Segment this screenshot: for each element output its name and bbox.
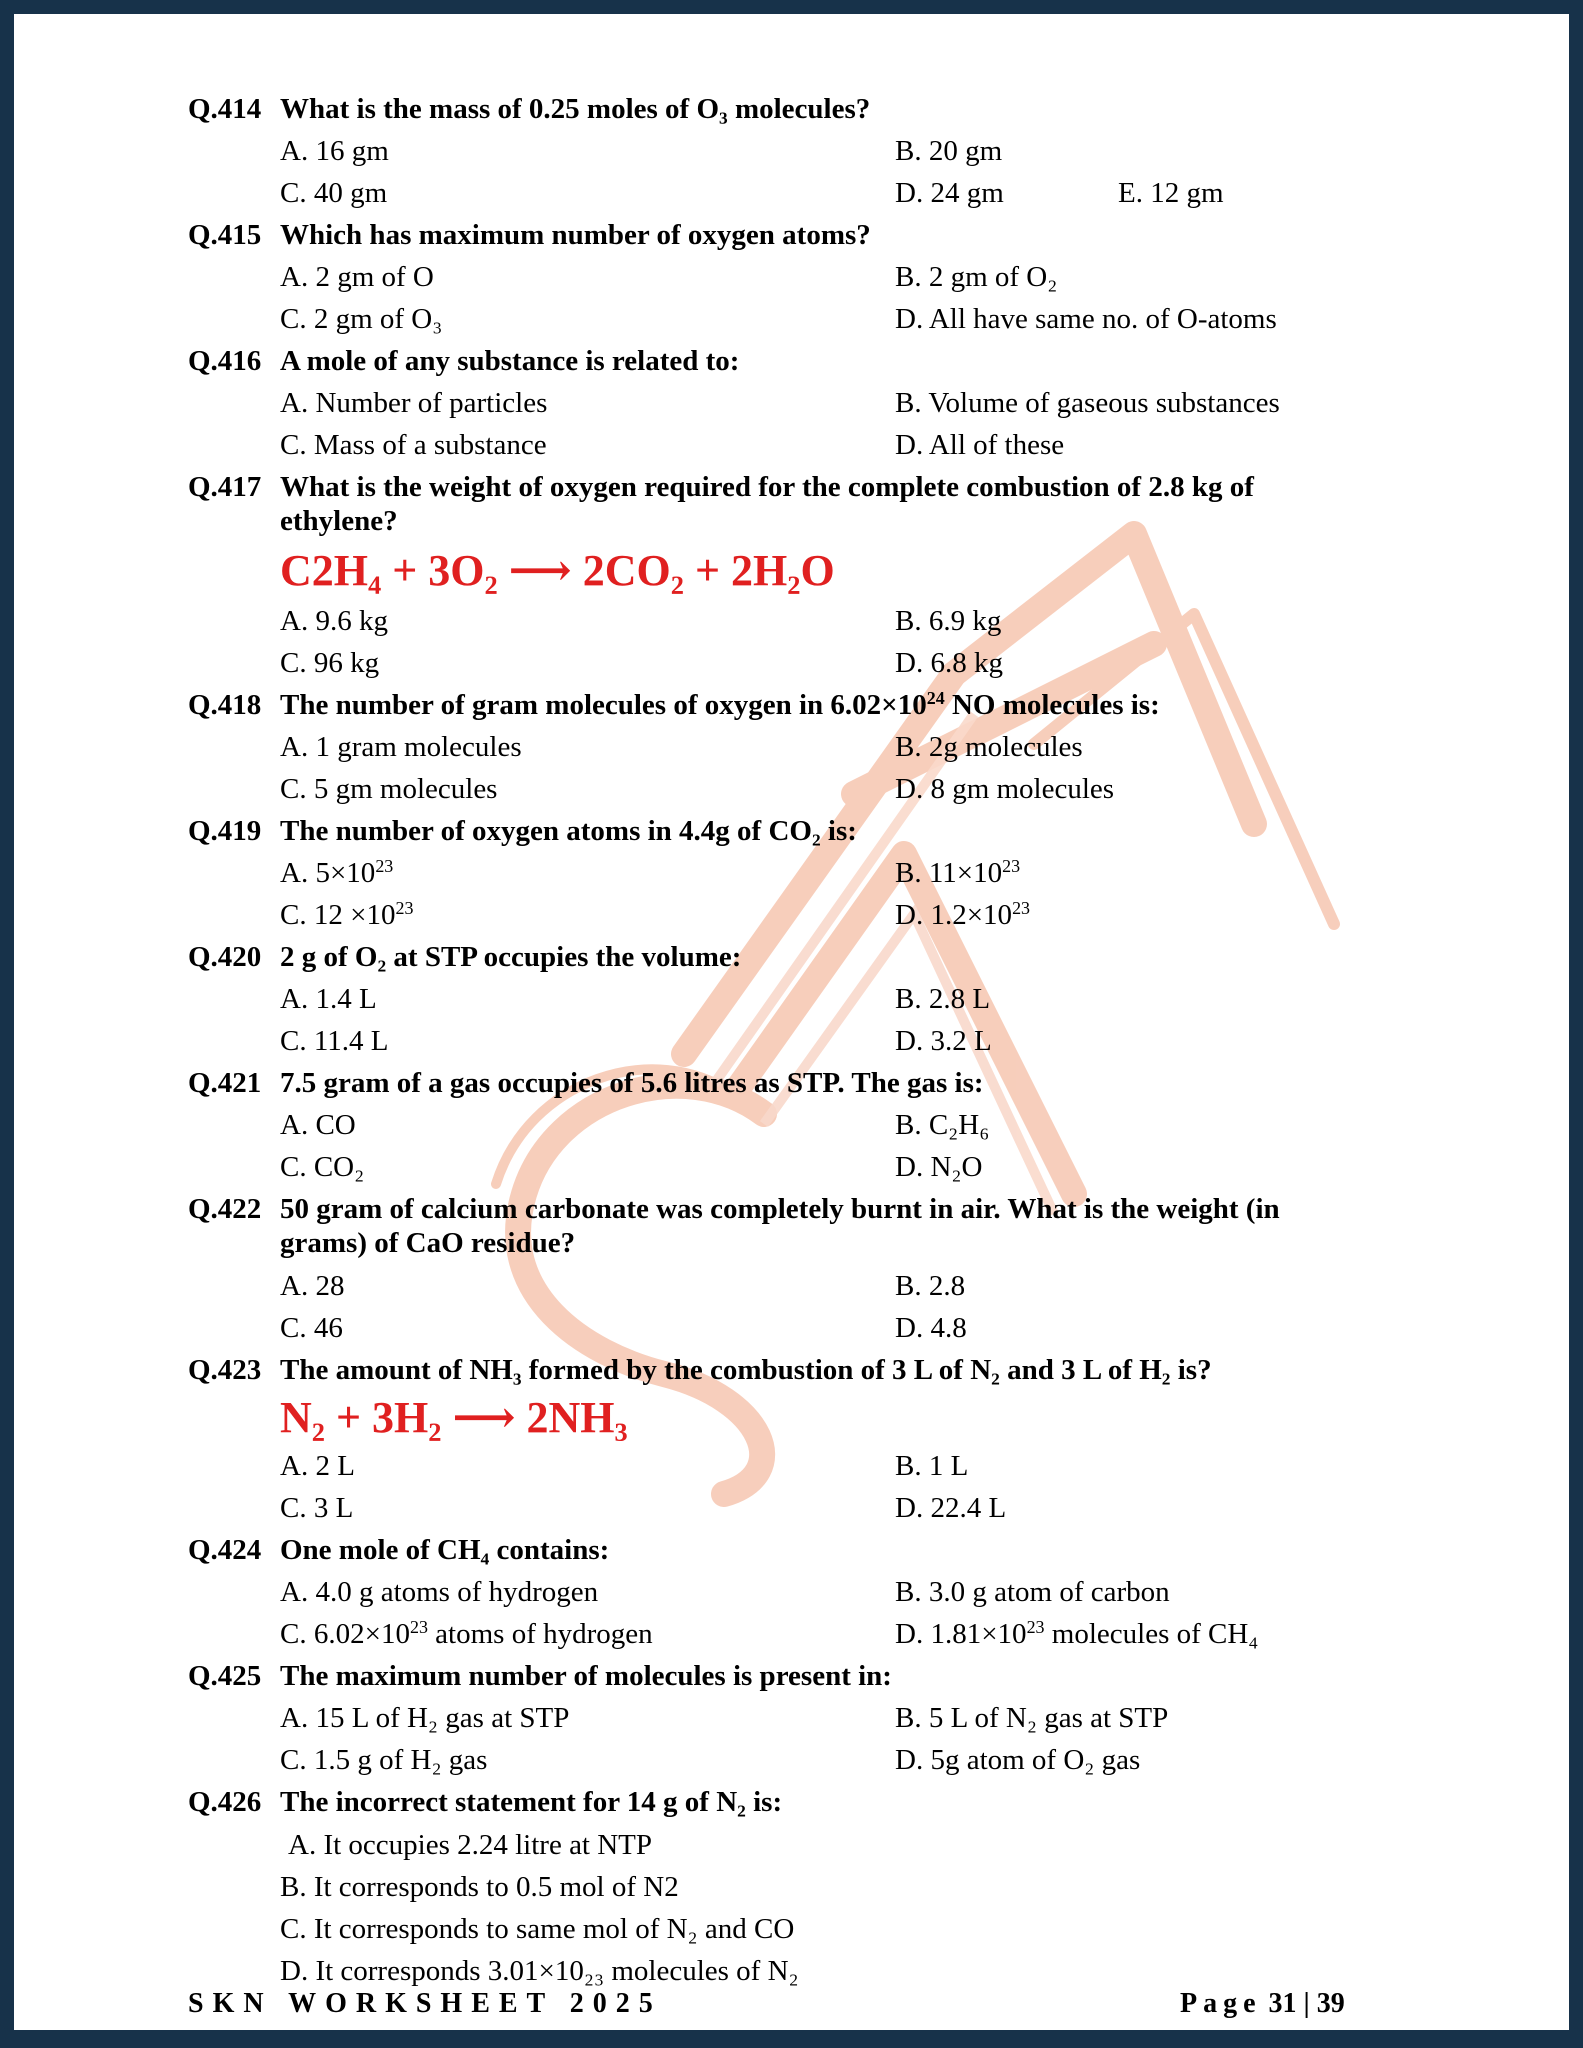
option-d: D. N₂O (895, 1151, 983, 1183)
question-text: A mole of any substance is related to: (280, 345, 740, 377)
option-a: A. 1.4 L (280, 983, 377, 1015)
question-number: Q.416 (188, 345, 262, 377)
option-b: B. 2 gm of O₂ (895, 261, 1058, 293)
option-b: B. Volume of gaseous substances (895, 387, 1280, 419)
option-d: D. It corresponds 3.01×10₂₃ molecules of N₂ (280, 1955, 799, 1987)
question-425 (188, 1655, 892, 1697)
option-a: A. 4.0 g atoms of hydrogen (280, 1576, 599, 1608)
question-text: 7.5 gram of a gas occupies of 5.6 litres as STP. The gas is: (280, 1067, 984, 1099)
chemical-equation: N₂ + 3H₂ ⟶ 2NH₃ (280, 1393, 628, 1442)
option-a: A. 15 L of H₂ gas at STP (280, 1702, 570, 1734)
question-416 (188, 340, 739, 382)
option-c: C. 11.4 L (280, 1025, 389, 1057)
worksheet-page (14, 14, 1569, 2030)
option-c: C. It corresponds to same mol of N₂ and CO (280, 1913, 795, 1945)
question-text: The incorrect statement for 14 g of N₂ is: (280, 1786, 783, 1818)
question-number: Q.421 (188, 1067, 262, 1099)
question-418 (188, 684, 1160, 726)
question-number: Q.418 (188, 689, 262, 721)
option-b: B. $11\times 10^{23}$ (895, 856, 1021, 889)
option-b: B. C₂H₆ (895, 1109, 990, 1141)
option-b: B. 1 L (895, 1450, 969, 1482)
question-number: Q.419 (188, 815, 262, 847)
option-d: D. $1.2\times 10^{23}$ (895, 898, 1031, 931)
option-a: A. It occupies 2.24 litre at NTP (288, 1829, 653, 1861)
option-b: B. 5 L of N₂ gas at STP (895, 1702, 1169, 1734)
option-b: B. 2.8 (895, 1270, 966, 1302)
question-420 (188, 936, 741, 978)
option-c: C. 46 (280, 1312, 343, 1344)
option-b: B. 2.8 L (895, 983, 991, 1015)
question-text: Which has maximum number of oxygen atoms? (280, 219, 871, 251)
question-text: The number of oxygen atoms in 4.4g of CO₂ is: (280, 815, 857, 847)
option-d: D. $1.81\times 10^{23}$ molecules of CH₄ (895, 1617, 1259, 1650)
option-b: B. 6.9 kg (895, 605, 1002, 637)
question-number: Q.425 (188, 1660, 262, 1692)
option-a: A. 2 L (280, 1450, 355, 1482)
option-d: D. All have same no. of O-atoms (895, 303, 1277, 335)
option-d: D. 6.8 kg (895, 647, 1003, 679)
question-text: The number of gram molecules of oxygen in $6.02\times 10^{24}$ NO molecules is: (280, 688, 1160, 721)
option-c: C. 3 L (280, 1492, 354, 1524)
option-a: A. 1 gram molecules (280, 731, 522, 763)
question-number: Q.422 (188, 1193, 262, 1225)
option-a: A. $5\times 10^{23}$ (280, 856, 394, 889)
option-c: C. $12 \times 10^{23}$ (280, 898, 414, 931)
question-419 (188, 810, 857, 852)
option-c: C. 5 gm molecules (280, 773, 498, 805)
question-number: Q.417 (188, 471, 262, 503)
option-d: D. 3.2 L (895, 1025, 992, 1057)
option-b: B. It corresponds to 0.5 mol of N2 (280, 1871, 679, 1903)
option-e: E. 12 gm (1118, 177, 1224, 209)
question-415 (188, 214, 871, 256)
option-c: C. 96 kg (280, 647, 380, 679)
question-414 (188, 88, 870, 130)
question-number: Q.423 (188, 1354, 262, 1386)
question-number: Q.415 (188, 219, 262, 251)
question-number: Q.424 (188, 1534, 262, 1566)
option-d: D. All of these (895, 429, 1065, 461)
option-d: D. 4.8 (895, 1312, 967, 1344)
option-a: A. Number of particles (280, 387, 548, 419)
question-text: One mole of CH₄ contains: (280, 1534, 610, 1566)
option-a: A. 28 (280, 1270, 345, 1302)
question-number: Q.426 (188, 1786, 262, 1818)
option-c: C. 1.5 g of H₂ gas (280, 1744, 488, 1776)
question-text: What is the mass of 0.25 moles of O₃ molecules? (280, 93, 871, 125)
option-b: B. 2g molecules (895, 731, 1083, 763)
question-423 (188, 1349, 1212, 1391)
option-c: C. $6.02\times 10^{23}$ atoms of hydrogen (280, 1617, 653, 1650)
option-b: B. 20 gm (895, 135, 1003, 167)
option-a: A. 2 gm of O (280, 261, 434, 293)
option-c: C. CO₂ (280, 1151, 365, 1183)
page-number: Page 31 | 39 (1180, 1988, 1345, 2019)
footer-title: SKN WORKSHEET 2025 (188, 1988, 662, 2019)
option-c: C. Mass of a substance (280, 429, 547, 461)
question-421 (188, 1062, 984, 1104)
option-d: D. 24 gm (895, 177, 1004, 209)
question-426 (188, 1781, 782, 1823)
question-text: The maximum number of molecules is present in: (280, 1660, 892, 1692)
question-number: Q.420 (188, 941, 262, 973)
option-a: A. CO (280, 1109, 356, 1141)
option-c: C. 40 gm (280, 177, 388, 209)
option-b: B. 3.0 g atom of carbon (895, 1576, 1170, 1608)
question-text: The amount of NH₃ formed by the combustion of 3 L of N₂ and 3 L of H₂ is? (280, 1354, 1212, 1386)
option-c: C. 2 gm of O₃ (280, 303, 443, 335)
question-text-continued: grams) of CaO residue? (280, 1227, 576, 1259)
option-a: A. 9.6 kg (280, 605, 388, 637)
question-number: Q.414 (188, 93, 262, 125)
chemical-equation: C2H₄ + 3O₂ ⟶ 2CO₂ + 2H₂O (280, 546, 835, 595)
question-text: 50 gram of calcium carbonate was completely burnt in air. What is the weight (in (280, 1193, 1280, 1225)
option-a: A. 16 gm (280, 135, 389, 167)
option-d: D. 8 gm molecules (895, 773, 1115, 805)
question-text: 2 g of O₂ at STP occupies the volume: (280, 941, 742, 973)
option-d: D. 22.4 L (895, 1492, 1007, 1524)
question-text-continued: ethylene? (280, 505, 398, 537)
option-d: D. 5g atom of O₂ gas (895, 1744, 1141, 1776)
question-text: What is the weight of oxygen required for the complete combustion of 2.8 kg of (280, 471, 1254, 503)
question-424 (188, 1529, 609, 1571)
